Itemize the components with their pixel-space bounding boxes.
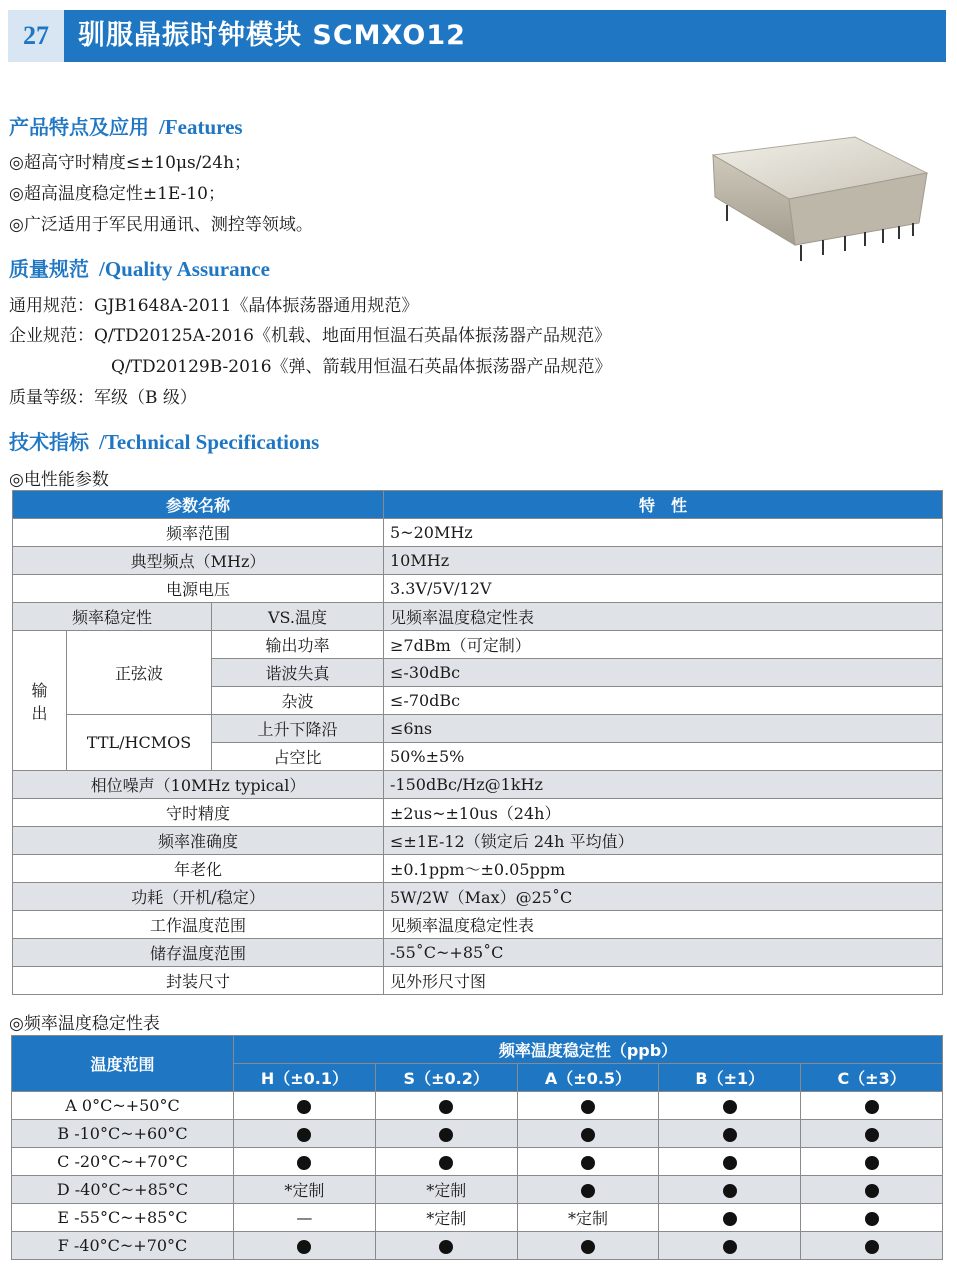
- stab-cell: *定制: [234, 1176, 376, 1204]
- stab-cell: [517, 1148, 659, 1176]
- row-label: 杂波: [212, 687, 384, 715]
- temp-subheading: ◎频率温度稳定性表: [9, 1014, 160, 1034]
- spec-table: [12, 490, 943, 995]
- row-value: 5~20MHz: [384, 519, 943, 547]
- stab-cell: —: [234, 1204, 376, 1232]
- stab-cell: [659, 1176, 801, 1204]
- grade-header: B（±1）: [659, 1064, 801, 1092]
- range-cell: A 0°C~+50°C: [12, 1092, 234, 1120]
- stab-cell: [375, 1148, 517, 1176]
- table-header-row: [13, 491, 943, 519]
- filled-dot-icon: [723, 1156, 737, 1170]
- sine-label: 正弦波: [67, 631, 212, 715]
- row-value: ≤-30dBc: [384, 659, 943, 687]
- table-row: [13, 519, 943, 547]
- row-value: ≤-70dBc: [384, 687, 943, 715]
- table-row: [13, 715, 943, 743]
- stab-cell: [801, 1120, 943, 1148]
- stab-cell: [801, 1204, 943, 1232]
- col-param-header: 参数名称: [13, 491, 384, 519]
- filled-dot-icon: [439, 1128, 453, 1142]
- grade-header: C（±3）: [801, 1064, 943, 1092]
- output-label: 输 出: [13, 631, 67, 771]
- stab-cell: [659, 1204, 801, 1232]
- row-label: 守时精度: [13, 799, 384, 827]
- row-label: 上升下降沿: [212, 715, 384, 743]
- filled-dot-icon: [581, 1128, 595, 1142]
- row-label: 封装尺寸: [13, 967, 384, 995]
- quality-heading-cn: 质量规范: [9, 257, 89, 281]
- filled-dot-icon: [865, 1184, 879, 1198]
- filled-dot-icon: [297, 1100, 311, 1114]
- features-heading-en: /Features: [159, 115, 243, 139]
- filled-dot-icon: [439, 1156, 453, 1170]
- table-row: [13, 883, 943, 911]
- row-value: ≥7dBm（可定制）: [384, 631, 943, 659]
- filled-dot-icon: [297, 1128, 311, 1142]
- stab-cell: [801, 1148, 943, 1176]
- row-value: 见外形尺寸图: [384, 967, 943, 995]
- quality-line: Q/TD20129B-2016《弹、箭载用恒温石英晶体振荡器产品规范》: [111, 357, 612, 377]
- filled-dot-icon: [723, 1100, 737, 1114]
- stab-cell: [801, 1232, 943, 1260]
- page-title: 驯服晶振时钟模块 SCMXO12: [78, 20, 466, 51]
- row-label: 频率范围: [13, 519, 384, 547]
- table-row: [12, 1204, 943, 1232]
- filled-dot-icon: [865, 1100, 879, 1114]
- row-value: ±2us~±10us（24h）: [384, 799, 943, 827]
- filled-dot-icon: [865, 1212, 879, 1226]
- row-label: 功耗（开机/稳定）: [13, 883, 384, 911]
- filled-dot-icon: [723, 1212, 737, 1226]
- row-label: 电源电压: [13, 575, 384, 603]
- row-value: 5W/2W（Max）@25˚C: [384, 883, 943, 911]
- stab-cell: [375, 1232, 517, 1260]
- table-row: [13, 911, 943, 939]
- feature-item: ◎超高守时精度≤±10μs/24h；: [9, 153, 252, 173]
- page-header: [8, 10, 946, 62]
- row-label: 输出功率: [212, 631, 384, 659]
- feature-item: ◎超高温度稳定性±1E-10；: [9, 184, 225, 204]
- col-char-header: 特 性: [384, 491, 943, 519]
- range-cell: D -40°C~+85°C: [12, 1176, 234, 1204]
- features-heading: [9, 111, 243, 140]
- table-row: [13, 603, 943, 631]
- tech-heading-en: /Technical Specifications: [99, 430, 320, 454]
- row-label: 储存温度范围: [13, 939, 384, 967]
- row-label: 谐波失真: [212, 659, 384, 687]
- stab-cell: [375, 1120, 517, 1148]
- table-row: [13, 855, 943, 883]
- stab-cell: [659, 1092, 801, 1120]
- quality-heading-en: /Quality Assurance: [99, 257, 270, 281]
- range-cell: C -20°C~+70°C: [12, 1148, 234, 1176]
- electrical-subheading: ◎电性能参数: [9, 470, 109, 490]
- row-value: ±0.1ppm～±0.05ppm: [384, 855, 943, 883]
- row-value: -55˚C~+85˚C: [384, 939, 943, 967]
- filled-dot-icon: [581, 1240, 595, 1254]
- col-stab-header: 频率温度稳定性（ppb）: [234, 1036, 943, 1064]
- temp-stability-table: [11, 1035, 943, 1260]
- ttl-label: TTL/HCMOS: [67, 715, 212, 771]
- filled-dot-icon: [865, 1240, 879, 1254]
- table-row: [13, 967, 943, 995]
- stab-cell: [801, 1092, 943, 1120]
- grade-header: H（±0.1）: [234, 1064, 376, 1092]
- stab-cell: *定制: [375, 1204, 517, 1232]
- filled-dot-icon: [723, 1128, 737, 1142]
- quality-line: 企业规范：Q/TD20125A-2016《机载、地面用恒温石英晶体振荡器产品规范》: [9, 326, 611, 346]
- filled-dot-icon: [581, 1100, 595, 1114]
- stab-cell: [517, 1120, 659, 1148]
- table-row: [13, 939, 943, 967]
- grade-header: A（±0.5）: [517, 1064, 659, 1092]
- filled-dot-icon: [865, 1128, 879, 1142]
- stab-cell: [234, 1148, 376, 1176]
- row-label: 频率稳定性: [13, 603, 212, 631]
- quality-line: 通用规范：GJB1648A-2011《晶体振荡器通用规范》: [9, 296, 419, 316]
- row-label: 频率准确度: [13, 827, 384, 855]
- stab-cell: [234, 1120, 376, 1148]
- feature-item: ◎广泛适用于军民用通讯、测控等领域。: [9, 215, 313, 235]
- table-row: [12, 1232, 943, 1260]
- filled-dot-icon: [581, 1184, 595, 1198]
- table-row: [12, 1120, 943, 1148]
- stab-cell: [517, 1176, 659, 1204]
- row-label: 占空比: [212, 743, 384, 771]
- table-row: [12, 1148, 943, 1176]
- product-photo: [705, 133, 937, 273]
- row-label: 年老化: [13, 855, 384, 883]
- filled-dot-icon: [297, 1156, 311, 1170]
- range-cell: E -55°C~+85°C: [12, 1204, 234, 1232]
- filled-dot-icon: [581, 1156, 595, 1170]
- table-row: [13, 827, 943, 855]
- row-sublabel: VS.温度: [212, 603, 384, 631]
- filled-dot-icon: [865, 1156, 879, 1170]
- grade-header: S（±0.2）: [375, 1064, 517, 1092]
- col-range-header: 温度范围: [12, 1036, 234, 1092]
- stab-cell: *定制: [517, 1204, 659, 1232]
- stab-cell: [517, 1092, 659, 1120]
- filled-dot-icon: [723, 1184, 737, 1198]
- stab-cell: [375, 1092, 517, 1120]
- stab-cell: [517, 1232, 659, 1260]
- stab-cell: [801, 1176, 943, 1204]
- range-cell: F -40°C~+70°C: [12, 1232, 234, 1260]
- filled-dot-icon: [297, 1240, 311, 1254]
- row-value: 10MHz: [384, 547, 943, 575]
- table-row: [12, 1092, 943, 1120]
- table-row: [13, 575, 943, 603]
- row-value: 见频率温度稳定性表: [384, 911, 943, 939]
- section-number: 27: [8, 10, 64, 62]
- table-row: [13, 771, 943, 799]
- table-header-row: [12, 1036, 943, 1064]
- filled-dot-icon: [439, 1240, 453, 1254]
- row-value: 50%±5%: [384, 743, 943, 771]
- table-row: [13, 547, 943, 575]
- stab-cell: *定制: [375, 1176, 517, 1204]
- row-value: 见频率温度稳定性表: [384, 603, 943, 631]
- row-label: 典型频点（MHz）: [13, 547, 384, 575]
- table-row: [13, 799, 943, 827]
- table-row: [13, 631, 943, 659]
- tech-heading-cn: 技术指标: [9, 430, 89, 454]
- stab-cell: [659, 1120, 801, 1148]
- stab-cell: [659, 1232, 801, 1260]
- features-heading-cn: 产品特点及应用: [9, 115, 149, 139]
- row-value: -150dBc/Hz@1kHz: [384, 771, 943, 799]
- range-cell: B -10°C~+60°C: [12, 1120, 234, 1148]
- stab-cell: [659, 1148, 801, 1176]
- tech-heading: [9, 426, 319, 455]
- filled-dot-icon: [723, 1240, 737, 1254]
- quality-line: 质量等级：军级（B 级）: [9, 388, 197, 408]
- stab-cell: [234, 1092, 376, 1120]
- row-value: 3.3V/5V/12V: [384, 575, 943, 603]
- row-label: 相位噪声（10MHz typical）: [13, 771, 384, 799]
- row-value: ≤±1E-12（锁定后 24h 平均值）: [384, 827, 943, 855]
- table-row: [12, 1176, 943, 1204]
- row-value: ≤6ns: [384, 715, 943, 743]
- filled-dot-icon: [439, 1100, 453, 1114]
- row-label: 工作温度范围: [13, 911, 384, 939]
- quality-heading: [9, 253, 270, 282]
- stab-cell: [234, 1232, 376, 1260]
